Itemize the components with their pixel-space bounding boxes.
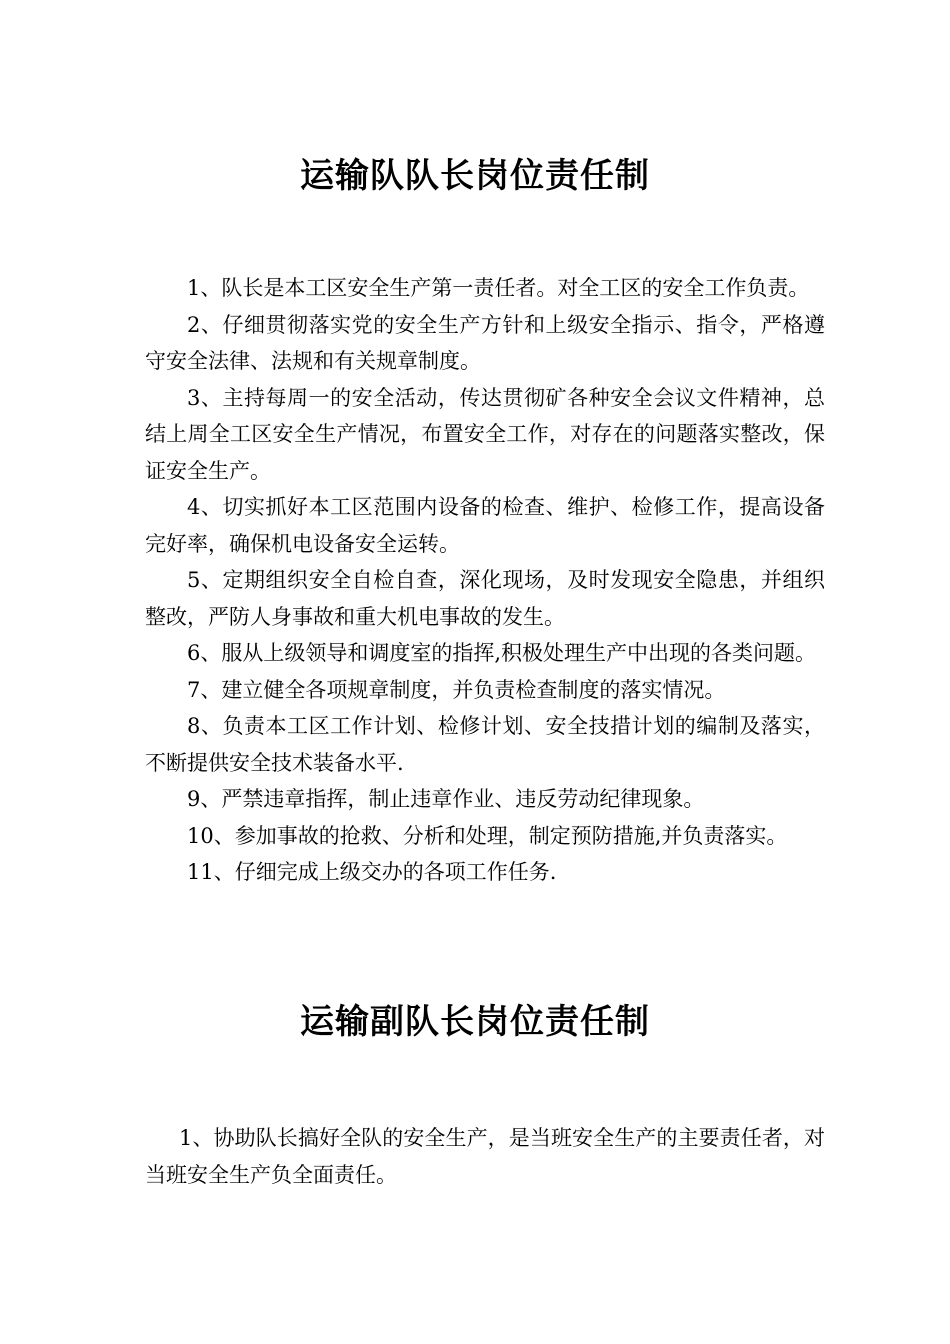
list-item: 4、切实抓好本工区范围内设备的检查、维护、检修工作，提高设备完好率，确保机电设备安全运转。	[145, 495, 825, 556]
list-item: 11、仔细完成上级交办的各项工作任务.	[187, 860, 557, 884]
list-item: 3、主持每周一的安全活动，传达贯彻矿各种安全会议文件精神，总结上周全工区安全生产情况，布置安全工作，对存在的问题落实整改，保证安全生产。	[145, 385, 825, 483]
list-item: 1、协助队长搞好全队的安全生产，是当班安全生产的主要责任者，对当班安全生产负全面责任。	[145, 1126, 825, 1187]
section-title: 运输副队长岗位责任制	[300, 1002, 650, 1042]
list-item: 8、负责本工区工作计划、检修计划、安全技措计划的编制及落实，不断提供安全技术装备水平.	[145, 714, 825, 775]
list-item: 10、参加事故的抢救、分析和处理，制定预防措施,并负责落实。	[187, 823, 788, 848]
list-item: 2、仔细贯彻落实党的安全生产方针和上级安全指示、指令，严格遵守安全法律、法规和有关规章制度。	[145, 312, 825, 373]
list-item: 5、定期组织安全自检自查，深化现场，及时发现安全隐患，并组织整改，严防人身事故和重大机电事故的发生。	[145, 568, 825, 629]
list-item: 1、队长是本工区安全生产第一责任者。对全工区的安全工作负责。	[187, 276, 810, 300]
responsibility-list	[145, 270, 825, 891]
list-item: 6、服从上级领导和调度室的指挥,积极处理生产中出现的各类问题。	[187, 641, 817, 665]
list-item: 7、建立健全各项规章制度，并负责检查制度的落实情况。	[187, 677, 726, 702]
list-item: 9、严禁违章指挥，制止违章作业、违反劳动纪律现象。	[187, 787, 705, 811]
section-title: 运输队队长岗位责任制	[300, 156, 650, 196]
responsibility-list	[145, 1120, 825, 1193]
